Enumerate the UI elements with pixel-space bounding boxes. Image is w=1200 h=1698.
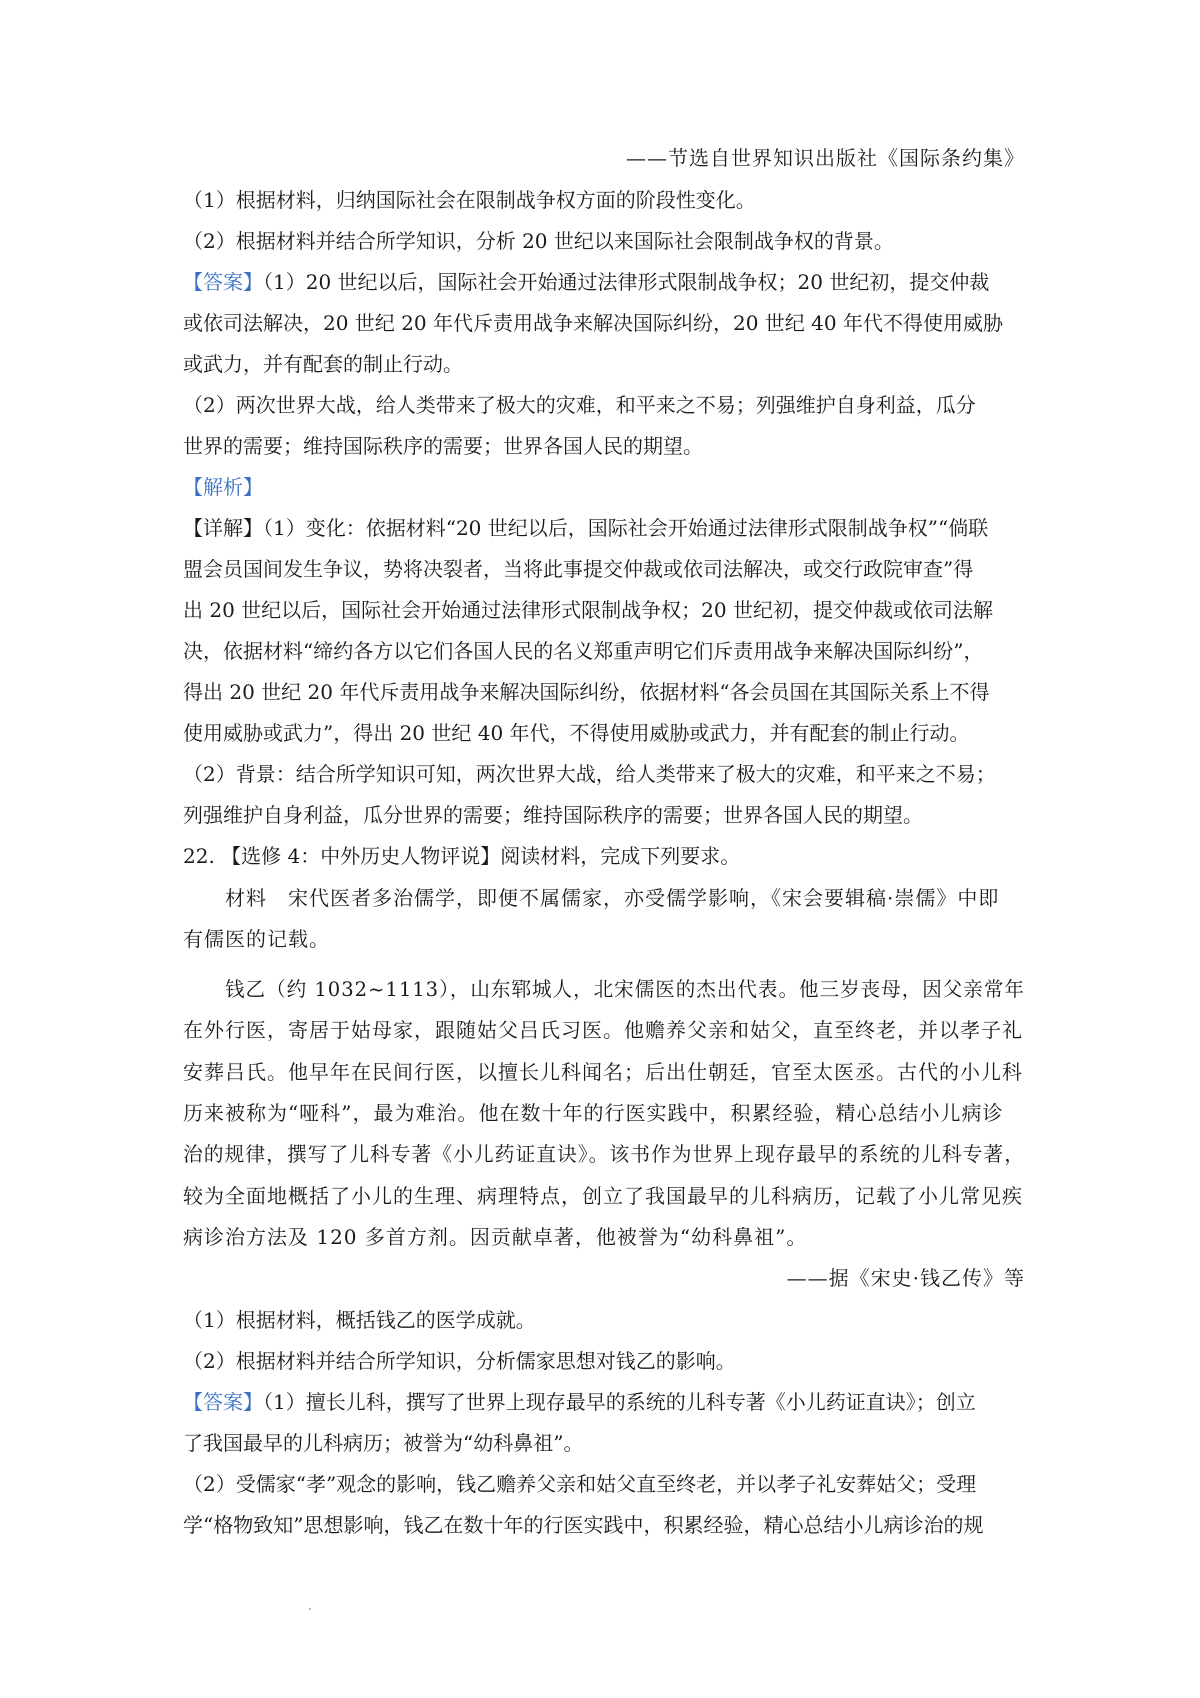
q21-detail-line-8: 列强维护自身利益，瓜分世界的需要；维持国际秩序的需要；世界各国人民的期望。 <box>183 803 923 827</box>
q22-question-2: （2）根据材料并结合所学知识，分析儒家思想对钱乙的影响。 <box>183 1349 736 1373</box>
q22-answer-line-1: 【答案】（1）擅长儿科，撰写了世界上现存最早的系统的儿科专著《小儿药证直诀》；创立 <box>183 1390 976 1414</box>
q22-material-line-6: 历来被称为“哑科”，最为难治。他在数十年的行医实践中，积累经验，精心总结小儿病诊 <box>183 1101 1004 1125</box>
q22-material-line-7: 治的规律，撰写了儿科专著《小儿药证直诀》。该书作为世界上现存最早的系统的儿科专著， <box>183 1142 1025 1166</box>
q21-source: ——节选自世界知识出版社《国际条约集》 <box>626 146 1025 170</box>
q21-answer-line-1: 【答案】（1）20 世纪以后，国际社会开始通过法律形式限制战争权；20 世纪初，提交仲裁 <box>183 270 990 294</box>
q21-answer-line-2: 或依司法解决，20 世纪 20 年代斥责用战争来解决国际纠纷，20 世纪 40 年代不得使用威胁 <box>183 311 1003 335</box>
q22-question-1: （1）根据材料，概括钱乙的医学成就。 <box>183 1308 536 1332</box>
q21-question-1: （1）根据材料，归纳国际社会在限制战争权方面的阶段性变化。 <box>183 188 756 212</box>
q21-analysis-tag: 【解析】 <box>183 475 263 499</box>
q21-detail-line-7: （2）背景：结合所学知识可知，两次世界大战，给人类带来了极大的灾难，和平来之不易； <box>183 762 996 786</box>
q22-heading: 22. 【选修 4：中外历史人物评说】阅读材料，完成下列要求。 <box>183 844 741 868</box>
q21-detail-line-1: 【详解】（1）变化：依据材料“20 世纪以后，国际社会开始通过法律形式限制战争权”“倘联 <box>183 516 989 540</box>
q22-answer-line-2: 了我国最早的儿科病历；被誉为“幼科鼻祖”。 <box>183 1431 584 1455</box>
q22-material-line-9: 病诊治方法及 120 多首方剂。因贡献卓著，他被誉为“幼科鼻祖”。 <box>183 1225 808 1249</box>
q22-material-line-3: 钱乙（约 1032~1113），山东郓城人，北宋儒医的杰出代表。他三岁丧母，因父亲常年 <box>225 977 1025 1001</box>
scan-speck <box>309 1608 311 1610</box>
q21-detail-line-6: 使用威胁或武力”，得出 20 世纪 40 年代，不得使用威胁或武力，并有配套的制止行动。 <box>183 721 970 745</box>
q21-detail-line-2: 盟会员国间发生争议，势将决裂者，当将此事提交仲裁或依司法解决，或交行政院审查”得 <box>183 557 974 581</box>
q21-answer-line-3: 或武力，并有配套的制止行动。 <box>183 352 463 376</box>
q21-answer-line-4: （2）两次世界大战，给人类带来了极大的灾难，和平来之不易；列强维护自身利益，瓜分 <box>183 393 976 417</box>
q21-detail-line-4: 决，依据材料“缔约各方以它们各国人民的名义郑重声明它们斥责用战争来解决国际纠纷”， <box>183 639 984 663</box>
q22-answer-tag: 【答案】 <box>183 1390 263 1414</box>
q22-material-line-4: 在外行医，寄居于姑母家，跟随姑父吕氏习医。他赡养父亲和姑父，直至终老，并以孝子礼 <box>183 1018 1023 1042</box>
q21-detail-line-5: 得出 20 世纪 20 年代斥责用战争来解决国际纠纷，依据材料“各会员国在其国际关系上不得 <box>183 680 990 704</box>
q22-source: ——据《宋史·钱乙传》等 <box>786 1266 1025 1290</box>
q22-answer-line-4: 学“格物致知”思想影响，钱乙在数十年的行医实践中，积累经验，精心总结小儿病诊治的规 <box>183 1513 984 1537</box>
q22-material-line-1: 材料 宋代医者多治儒学，即便不属儒家，亦受儒学影响，《宋会要辑稿·崇儒》中即 <box>225 886 1000 910</box>
q21-detail-line-3: 出 20 世纪以后，国际社会开始通过法律形式限制战争权；20 世纪初，提交仲裁或依司法解 <box>183 598 993 622</box>
q21-question-2: （2）根据材料并结合所学知识，分析 20 世纪以来国际社会限制战争权的背景。 <box>183 229 894 253</box>
q21-answer-line-5: 世界的需要；维持国际秩序的需要；世界各国人民的期望。 <box>183 434 703 458</box>
q22-answer-line-3: （2）受儒家“孝”观念的影响，钱乙赡养父亲和姑父直至终老，并以孝子礼安葬姑父；受理 <box>183 1472 977 1496</box>
q22-material-line-5: 安葬吕氏。他早年在民间行医，以擅长儿科闻名；后出仕朝廷，官至太医丞。古代的小儿科 <box>183 1060 1023 1084</box>
q22-material-line-2: 有儒医的记载。 <box>183 927 330 951</box>
q22-material-line-8: 较为全面地概括了小儿的生理、病理特点，创立了我国最早的儿科病历，记载了小儿常见疾 <box>183 1184 1023 1208</box>
q21-answer-tag: 【答案】 <box>183 270 263 294</box>
